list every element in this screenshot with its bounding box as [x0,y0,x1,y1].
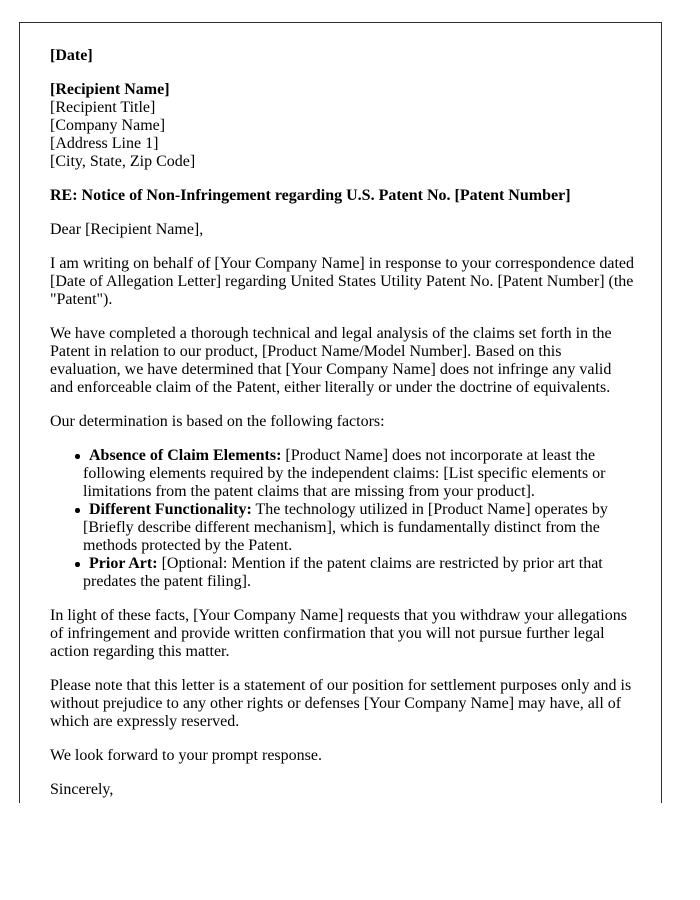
factor-text: The technology utilized in [Product Name] operates by [Briefly describe different mechanism], which is fundamentally distinct from the methods protected by the Patent. [83,501,608,554]
letter-date: [Date] [50,47,93,64]
factors-list [50,447,634,591]
factor-item-absence [50,447,634,501]
factor-text: [Optional: Mention if the patent claims are restricted by prior art that predates the patent filing]. [83,555,603,590]
subject-line: RE: Notice of Non-Infringement regarding U.S. Patent No. [Patent Number] [50,187,571,204]
paragraph-factors-lead: Our determination is based on the following factors: [50,413,385,430]
recipient-title: [Recipient Title] [50,99,156,116]
signoff: Sincerely, [50,781,114,798]
paragraph-request: In light of these facts, [Your Company Name] requests that you withdraw your allegations of infringement and provide written confirmation that you will not pursue further legal action regarding this matter. [50,607,627,660]
recipient-block [50,81,634,171]
letter-page [19,22,662,803]
factor-item-functionality [50,501,634,555]
paragraph-intro: I am writing on behalf of [Your Company Name] in response to your correspondence dated [Date of Allegation Letter] regarding United States Utility Patent No. [Patent Number] (the "Patent"). [50,255,634,308]
factor-label: Different Functionality: [89,501,252,518]
recipient-name: [Recipient Name] [50,81,170,98]
factor-label: Prior Art: [89,555,158,572]
factor-text: [Product Name] does not incorporate at least the following elements required by the independent claims: [List specific elements or limitations from the patent claims that are missing from your product]. [83,447,606,500]
paragraph-closing: We look forward to your prompt response. [50,747,322,764]
paragraph-reservation: Please note that this letter is a statement of our position for settlement purposes only and is without prejudice to any other rights or defenses [Your Company Name] may have, all of which are expressly reserved. [50,677,632,730]
factor-item-prior-art [50,555,634,591]
recipient-company: [Company Name] [50,117,166,134]
salutation: Dear [Recipient Name], [50,221,204,238]
paragraph-analysis: We have completed a thorough technical and legal analysis of the claims set forth in the Patent in relation to our product, [Product Name/Model Number]. Based on this evaluation, we have determined that [Your Company Name] does not infringe any valid and enforceable claim of the Patent, either literally or under the doctrine of equivalents. [50,325,612,396]
factor-label: Absence of Claim Elements: [89,447,282,464]
recipient-address-line: [Address Line 1] [50,135,159,152]
recipient-city-state-zip: [City, State, Zip Code] [50,153,196,170]
